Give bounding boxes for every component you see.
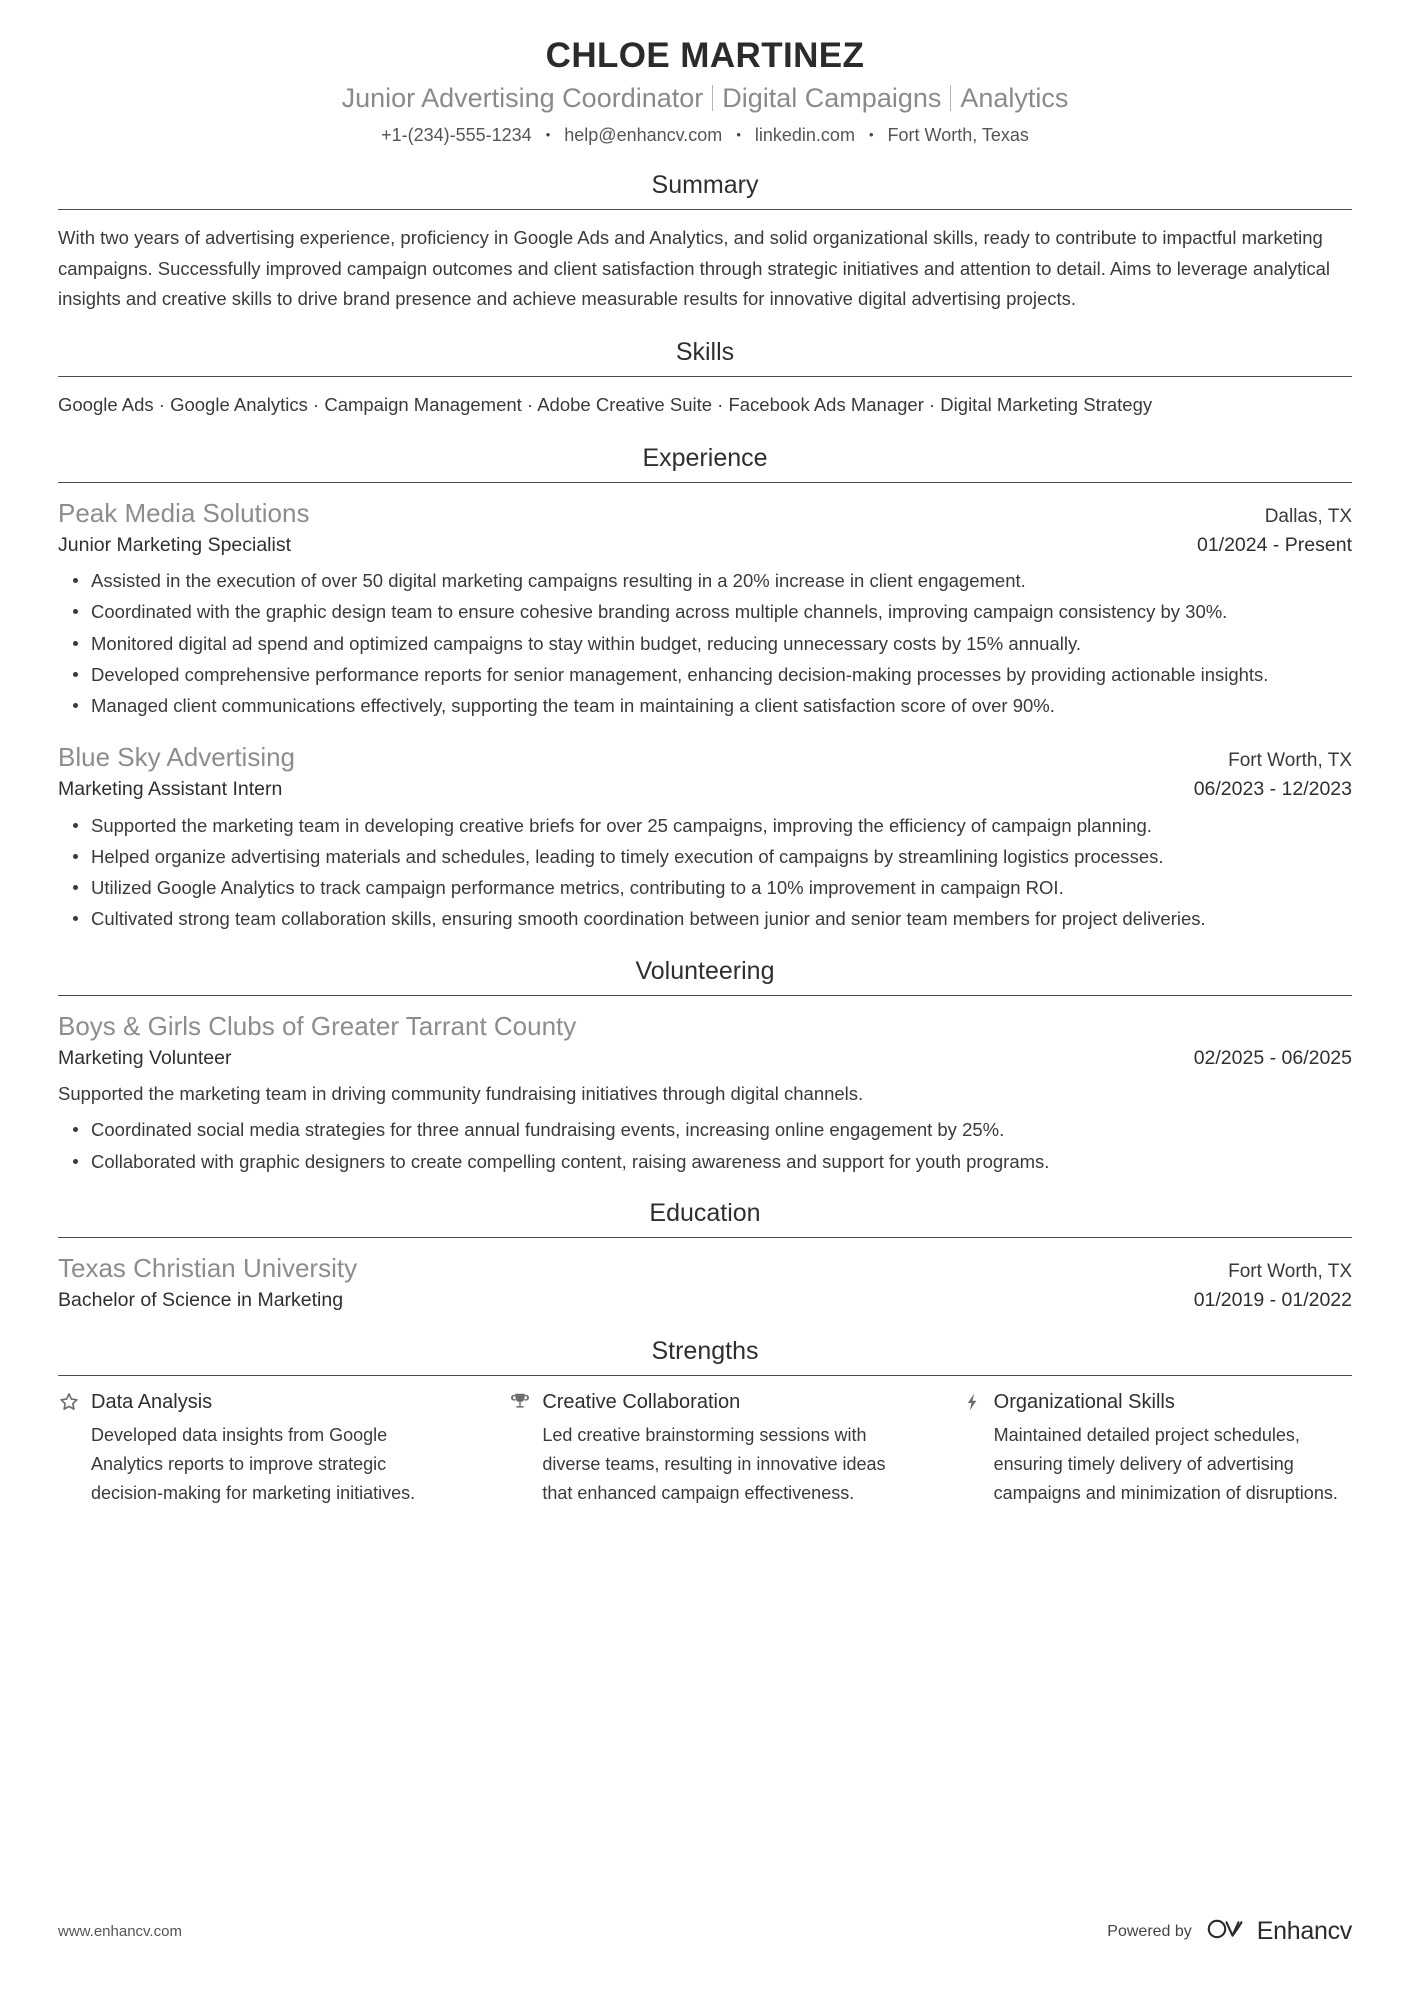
education-entry [58, 1251, 1352, 1314]
headline-segment-3: Analytics [960, 82, 1069, 113]
section-volunteering [58, 956, 1352, 1176]
section-summary [58, 170, 1352, 315]
strengths-grid [58, 1389, 1352, 1507]
volunteering-organization: Boys & Girls Clubs of Greater Tarrant County [58, 1010, 577, 1041]
headline-segment-1: Junior Advertising Coordinator [341, 82, 704, 113]
contact-line [58, 123, 1352, 148]
contact-location: Fort Worth, Texas [887, 124, 1029, 145]
strength-item [509, 1389, 960, 1507]
headline-segment-2: Digital Campaigns [722, 82, 942, 113]
contact-email[interactable]: help@enhancv.com [564, 124, 723, 145]
bolt-icon [961, 1390, 983, 1414]
footer-url[interactable]: www.enhancv.com [58, 1923, 182, 1940]
list-item: Coordinated with the graphic design team to ensure cohesive branding across multiple channels, improving campaign consistency by 30%. [58, 597, 1352, 626]
footer-powered-by: Powered by [1107, 1922, 1192, 1940]
enhancv-logo-icon [1206, 1916, 1248, 1947]
candidate-name: CHLOE MARTINEZ [545, 36, 865, 75]
section-strengths [58, 1336, 1352, 1507]
summary-text: With two years of advertising experience, proficiency in Google Ads and Analytics, and solid organizational skills, ready to contribute to impactful marketing campaigns. Successfully improved campaign outcomes and client satisfaction through strategic initiatives and attention to detail. Aims to leverage analytical insights and creative skills to drive brand presence and achieve measurable results for innovative digital advertising projects. [58, 227, 1331, 310]
volunteering-entry [58, 1009, 1352, 1176]
section-experience [58, 443, 1352, 934]
enhancv-brand-name: Enhancv [1256, 1917, 1352, 1945]
experience-entry [58, 740, 1352, 933]
skills-list: Google Ads · Google Analytics · Campaign Management · Adobe Creative Suite · Facebook Ads Manager · Digital Marketing Strategy [58, 394, 1153, 416]
education-dates: 01/2019 - 01/2022 [1193, 1289, 1352, 1312]
section-heading-strengths: Strengths [651, 1337, 759, 1366]
section-heading-skills: Skills [675, 338, 735, 367]
experience-entry [58, 496, 1352, 720]
strength-title: Organizational Skills [993, 1391, 1175, 1414]
experience-dates: 06/2023 - 12/2023 [1193, 778, 1352, 801]
experience-location: Fort Worth, TX [1228, 750, 1352, 772]
experience-dates: 01/2024 - Present [1196, 533, 1352, 556]
strength-item [961, 1389, 1352, 1507]
list-item: Utilized Google Analytics to track campaign performance metrics, contributing to a 10% improvement in campaign ROI. [58, 873, 1352, 902]
list-item: Supported the marketing team in developing creative briefs for over 25 campaigns, improving the efficiency of campaign planning. [58, 811, 1352, 840]
volunteering-role: Marketing Volunteer [58, 1046, 232, 1069]
experience-role: Junior Marketing Specialist [58, 533, 292, 556]
volunteering-dates: 02/2025 - 06/2025 [1193, 1046, 1352, 1069]
list-item: Coordinated social media strategies for three annual fundraising events, increasing online engagement by 25%. [58, 1115, 1352, 1144]
section-heading-education: Education [649, 1198, 761, 1227]
contact-phone: +1-(234)-555-1234 [381, 124, 532, 145]
experience-bullets [58, 811, 1352, 934]
experience-bullets [58, 566, 1352, 720]
contact-separator-icon: • [736, 126, 741, 142]
list-item: Assisted in the execution of over 50 digital marketing campaigns resulting in a 20% increase in client engagement. [58, 566, 1352, 595]
trophy-icon [509, 1390, 531, 1414]
section-skills [58, 337, 1352, 421]
strength-description: Developed data insights from Google Analytics reports to improve strategic decision-making for marketing initiatives. [91, 1425, 416, 1503]
strength-description: Led creative brainstorming sessions with diverse teams, resulting in innovative ideas that enhanced campaign effectiveness. [542, 1425, 886, 1503]
strength-title: Creative Collaboration [542, 1391, 741, 1414]
experience-role: Marketing Assistant Intern [58, 778, 283, 801]
section-heading-summary: Summary [651, 171, 759, 200]
page-footer [58, 1916, 1352, 1947]
section-education [58, 1198, 1352, 1314]
experience-organization: Blue Sky Advertising [58, 742, 296, 773]
section-heading-volunteering: Volunteering [635, 956, 775, 985]
education-organization: Texas Christian University [58, 1252, 358, 1283]
contact-separator-icon: • [868, 126, 874, 142]
section-heading-experience: Experience [642, 443, 768, 472]
list-item: Developed comprehensive performance reports for senior management, enhancing decision-making processes by providing actionable insights. [58, 660, 1352, 689]
contact-separator-icon: • [545, 126, 551, 142]
list-item: Cultivated strong team collaboration skills, ensuring smooth coordination between junior and senior team members for project deliveries. [58, 904, 1352, 933]
strength-title: Data Analysis [91, 1391, 213, 1414]
contact-linkedin[interactable]: linkedin.com [754, 124, 855, 145]
education-degree: Bachelor of Science in Marketing [58, 1289, 344, 1312]
list-item: Helped organize advertising materials and schedules, leading to timely execution of campaigns by streamlining logistics processes. [58, 842, 1352, 871]
experience-organization: Peak Media Solutions [58, 497, 310, 528]
experience-location: Dallas, TX [1264, 505, 1352, 527]
enhancv-brand [1206, 1916, 1352, 1947]
list-item: Collaborated with graphic designers to create compelling content, raising awareness and support for youth programs. [58, 1147, 1352, 1176]
volunteering-bullets [58, 1115, 1352, 1175]
candidate-headline [58, 81, 1352, 116]
volunteering-description: Supported the marketing team in driving community fundraising initiatives through digital channels. [58, 1082, 864, 1104]
list-item: Monitored digital ad spend and optimized campaigns to stay within budget, reducing unnecessary costs by 15% annually. [58, 629, 1352, 658]
education-location: Fort Worth, TX [1228, 1260, 1352, 1282]
strength-item [58, 1389, 509, 1507]
resume-header [58, 34, 1352, 148]
strength-description: Maintained detailed project schedules, ensuring timely delivery of advertising campaigns and minimization of disruptions. [993, 1425, 1338, 1503]
list-item: Managed client communications effectively, supporting the team in maintaining a client satisfaction score of over 90%. [58, 691, 1352, 720]
star-icon [58, 1390, 80, 1414]
